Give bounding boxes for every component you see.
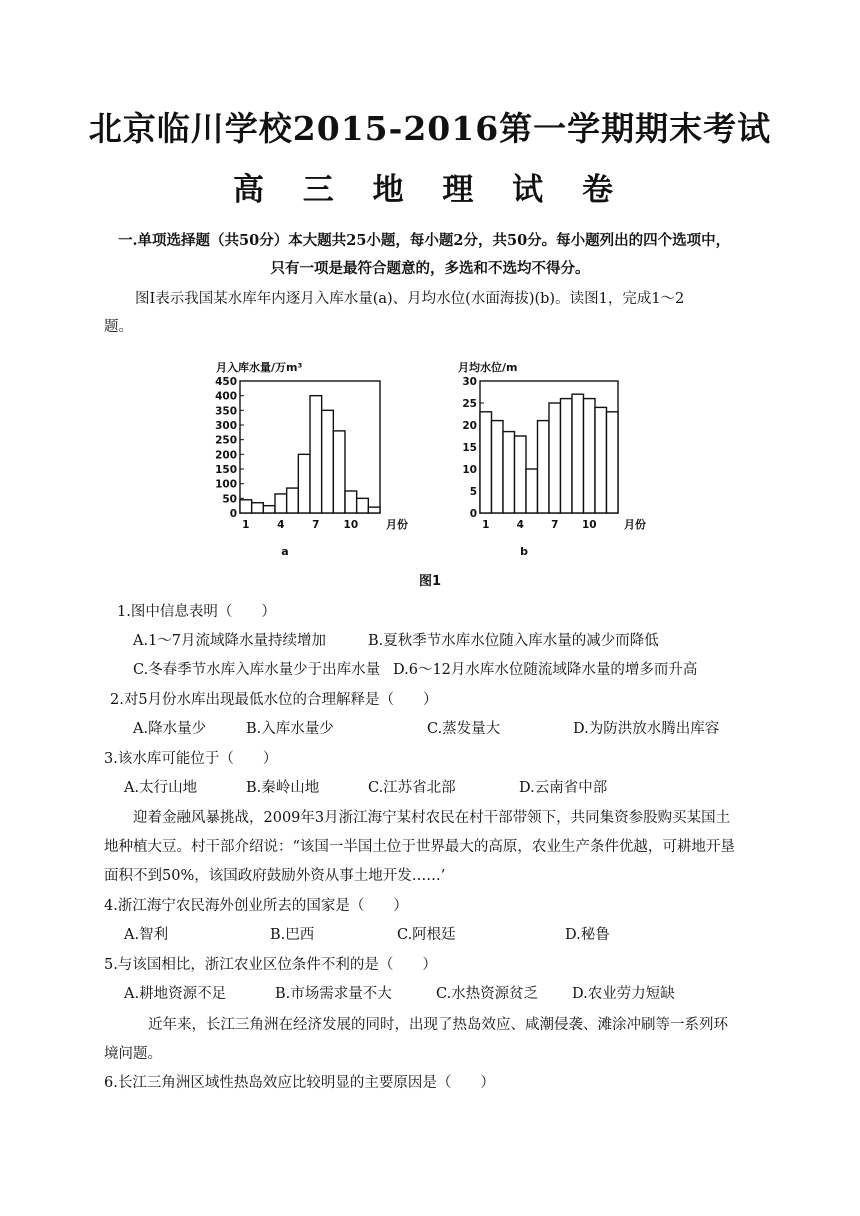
panel-label: b	[520, 545, 528, 558]
x-tick-label: 1	[242, 519, 250, 531]
bar-month-2	[252, 503, 264, 513]
y-tick-label: 25	[462, 398, 477, 410]
q5-stem: 5.与该国相比，浙江农业区位条件不利的是（ ）	[104, 957, 437, 973]
y-tick-label: 350	[215, 405, 237, 418]
y-axis-label: 月均水位/m	[458, 361, 518, 374]
passage3-line2: 境问题。	[104, 1046, 162, 1062]
q2-option-b[interactable]: B.入库水量少	[246, 721, 334, 737]
y-tick-label: 200	[215, 449, 237, 462]
q4-option-a[interactable]: A.智利	[124, 927, 169, 943]
bar-month-8	[561, 399, 573, 513]
q5-option-a[interactable]: A.耕地资源不足	[124, 986, 227, 1002]
bar-month-12	[368, 507, 380, 513]
bar-month-1	[480, 412, 492, 513]
q5-option-d[interactable]: D.农业劳力短缺	[572, 986, 675, 1002]
x-tick-label: 10	[581, 519, 597, 531]
passage2-line2: 地种植大豆。村干部介绍说：“该国一半国土位于世界最大的高原，农业生产条件优越，可耕地开垦	[104, 839, 735, 855]
exam-title: 北京临川学校2015-2016第一学期期末考试	[88, 109, 772, 148]
x-axis-label: 月份	[386, 518, 408, 531]
y-tick-label: 150	[215, 464, 237, 476]
bar-month-6	[538, 421, 550, 513]
q3-stem: 3.该水库可能位于（ ）	[104, 751, 278, 767]
q1-option-a[interactable]: A.1～7月流域降水量持续增加	[133, 633, 327, 649]
bar-month-1	[240, 500, 252, 513]
passage2-line3: 面积不到50%，该国政府鼓励外资从事土地开发……’	[104, 868, 446, 884]
q2-stem: 2.对5月份水库出现最低水位的合理解释是（ ）	[110, 692, 438, 708]
bar-month-11	[357, 498, 369, 513]
y-tick-label: 100	[215, 478, 237, 491]
bar-month-5	[287, 488, 299, 513]
q1-option-b[interactable]: B.夏秋季节水库水位随入库水量的减少而降低	[368, 633, 659, 649]
q3-option-d[interactable]: D.云南省中部	[519, 780, 608, 796]
bar-month-3	[503, 432, 515, 513]
x-tick-label: 1	[482, 519, 490, 531]
figure-caption: 图1	[418, 574, 442, 589]
y-tick-label: 250	[215, 434, 237, 447]
section-instructions-line2: 只有一项是最符合题意的，多选和不选均不得分。	[270, 260, 590, 277]
y-tick-label: 50	[222, 493, 237, 506]
x-axis-label: 月份	[624, 518, 646, 531]
q3-option-b[interactable]: B.秦岭山地	[246, 780, 320, 796]
passage3-line1: 近年来，长江三角洲在经济发展的同时，出现了热岛效应、咸潮侵袭、滩涂冲刷等一系列环	[148, 1017, 728, 1033]
bar-month-8	[322, 410, 334, 513]
y-tick-label: 10	[462, 464, 477, 476]
bar-month-2	[492, 421, 504, 513]
y-tick-label: 20	[462, 420, 477, 432]
q2-option-d[interactable]: D.为防洪放水腾出库容	[573, 721, 720, 737]
y-tick-label: 5	[469, 486, 477, 498]
q3-option-a[interactable]: A.太行山地	[124, 780, 198, 796]
intro-line2: 题。	[104, 319, 133, 335]
y-tick-label: 450	[215, 376, 237, 388]
bar-month-12	[607, 412, 619, 513]
intro-line1: 图Ⅰ表示我国某水库年内逐月入库水量(a)、月均水位(水面海拔)(b)。读图1，完成1～2	[135, 291, 685, 307]
y-tick-label: 0	[469, 508, 477, 520]
q4-option-c[interactable]: C.阿根廷	[397, 927, 456, 943]
section-instructions-line1: 一.单项选择题（共50分）本大题共25小题，每小题2分，共50分。每小题列出的四个选项中，	[118, 232, 731, 249]
q4-stem: 4.浙江海宁农民海外创业所去的国家是（ ）	[104, 898, 408, 914]
bar-month-4	[515, 436, 527, 513]
x-tick-label: 7	[551, 519, 559, 531]
bar-month-10	[345, 491, 357, 513]
x-tick-label: 10	[343, 519, 359, 531]
q5-option-c[interactable]: C.水热资源贫乏	[436, 986, 539, 1002]
y-tick-label: 300	[215, 420, 237, 432]
q4-option-b[interactable]: B.巴西	[270, 927, 315, 943]
panel-label: a	[281, 545, 289, 558]
bar-month-9	[333, 431, 345, 513]
bar-month-9	[572, 394, 584, 513]
bar-month-10	[584, 399, 596, 513]
bar-month-7	[310, 396, 322, 513]
q4-option-d[interactable]: D.秘鲁	[565, 927, 610, 943]
q1-option-c[interactable]: C.冬春季节水库入库水量少于出库水量	[133, 662, 381, 678]
exam-subtitle: 高 三 地 理 试 卷	[233, 172, 627, 208]
q2-option-c[interactable]: C.蒸发量大	[427, 721, 501, 737]
q1-option-d[interactable]: D.6～12月水库水位随流域降水量的增多而升高	[393, 662, 698, 678]
y-tick-label: 0	[229, 508, 237, 520]
chart-b	[458, 360, 646, 558]
bar-month-6	[298, 454, 310, 513]
figure-1	[200, 355, 660, 595]
x-tick-label: 7	[312, 519, 320, 531]
q3-option-c[interactable]: C.江苏省北部	[368, 780, 456, 796]
q2-option-a[interactable]: A.降水量少	[133, 721, 207, 737]
passage2-line1: 迎着金融风暴挑战，2009年3月浙江海宁某村农民在村干部带领下，共同集资参股购买某国土	[133, 810, 731, 826]
q1-stem: 1.图中信息表明（ ）	[117, 604, 276, 620]
q6-stem: 6.长江三角洲区域性热岛效应比较明显的主要原因是（ ）	[104, 1075, 495, 1091]
bar-month-4	[275, 494, 287, 513]
x-tick-label: 4	[516, 519, 524, 531]
bar-month-3	[263, 506, 275, 513]
bar-month-11	[595, 407, 607, 513]
bar-month-7	[549, 403, 561, 513]
y-tick-label: 400	[215, 390, 237, 403]
y-axis-label: 月入库水量/万m³	[216, 361, 303, 374]
y-tick-label: 15	[462, 442, 477, 454]
y-tick-label: 30	[462, 376, 477, 388]
x-tick-label: 4	[277, 519, 285, 531]
chart-a	[215, 360, 408, 558]
bar-month-5	[526, 469, 538, 513]
q5-option-b[interactable]: B.市场需求量不大	[275, 986, 392, 1002]
